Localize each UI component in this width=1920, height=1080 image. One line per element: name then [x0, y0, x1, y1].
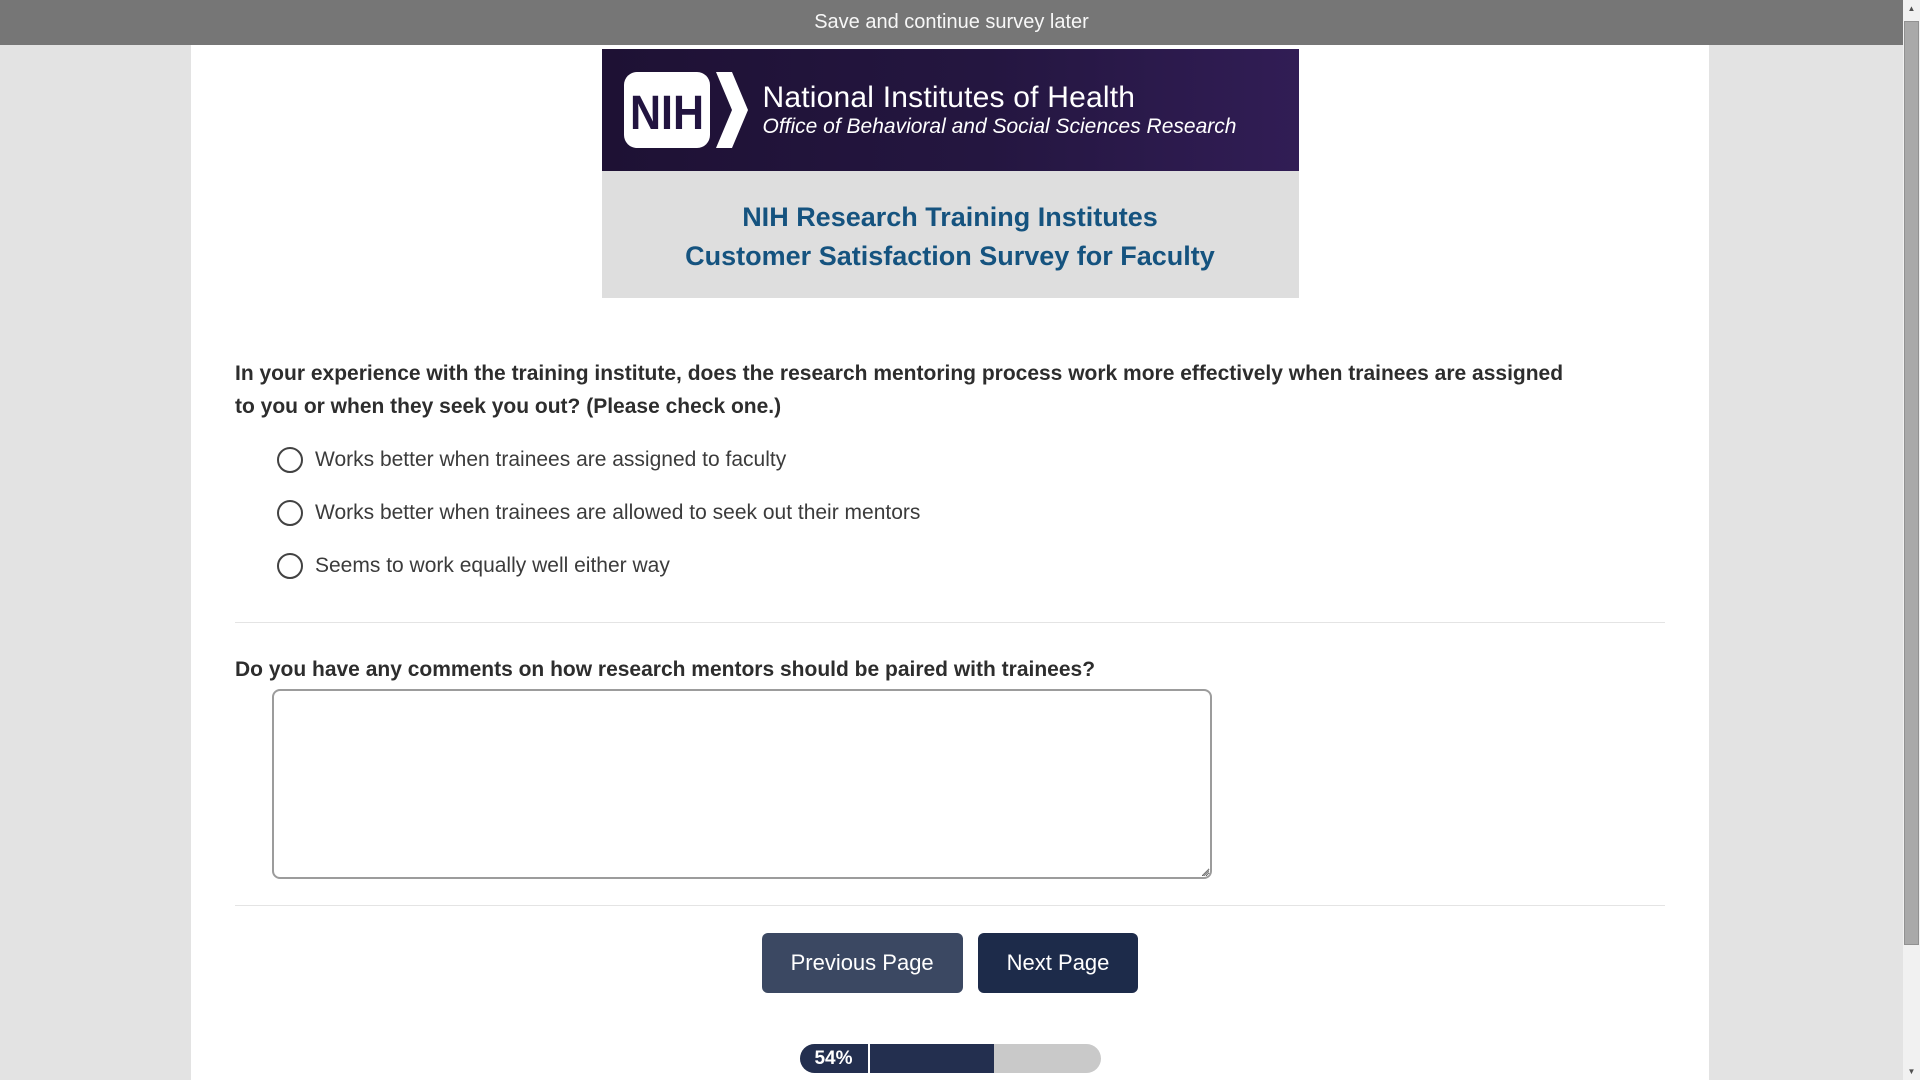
nih-logo-icon [624, 72, 750, 148]
section-divider [235, 622, 1665, 623]
radio-option-label: Works better when trainees are allowed to seek out their mentors [315, 501, 921, 524]
scrollbar-up-arrow-icon[interactable]: ▲ [1907, 4, 1916, 13]
comments-field-wrap [272, 689, 1212, 879]
radio-option-equally-well[interactable] [277, 553, 1665, 579]
banner-text [763, 81, 1237, 139]
radio-icon[interactable] [277, 553, 303, 579]
progress-bar [800, 1044, 1101, 1073]
survey-title-block [602, 171, 1299, 298]
question-mentoring-line2: to you or when they seek you out? (Please check one.) [235, 395, 782, 418]
scrollbar-thumb[interactable] [1904, 21, 1919, 945]
save-bar [0, 0, 1903, 45]
navigation-buttons [235, 933, 1665, 993]
survey-content [191, 357, 1709, 1073]
radio-option-seek-out[interactable] [277, 500, 1665, 526]
radio-icon[interactable] [277, 447, 303, 473]
progress-fill [870, 1044, 994, 1073]
survey-title-line2: Customer Satisfaction Survey for Faculty [685, 241, 1215, 271]
scrollbar-down-arrow-icon[interactable]: ▼ [1907, 1067, 1916, 1076]
nih-logo-text: NIH [629, 87, 704, 140]
question-mentoring-line1: In your experience with the training institute, does the research mentoring process work more effectively when trainees are assigned [235, 362, 1564, 385]
previous-page-button[interactable]: Previous Page [762, 933, 963, 993]
radio-option-label: Seems to work equally well either way [315, 554, 670, 577]
section-divider [235, 905, 1665, 906]
survey-title-line1: NIH Research Training Institutes [742, 202, 1158, 232]
radio-option-assigned[interactable] [277, 447, 1665, 473]
question-comments: Do you have any comments on how research mentors should be paired with trainees? [235, 658, 1096, 681]
radio-group [277, 447, 1665, 579]
next-page-button[interactable]: Next Page [978, 933, 1139, 993]
org-name: National Institutes of Health [762, 81, 1136, 114]
save-and-continue-link[interactable]: Save and continue survey later [814, 11, 1089, 33]
progress-row [235, 1044, 1665, 1073]
comments-textarea[interactable] [272, 689, 1212, 879]
nih-chevron-icon [716, 72, 748, 148]
progress-percent-badge: 54% [800, 1044, 870, 1073]
org-subtitle: Office of Behavioral and Social Sciences Research [762, 115, 1237, 138]
survey-header-image [602, 49, 1299, 298]
question-mentoring [235, 357, 1647, 423]
survey-card [191, 45, 1709, 1080]
radio-option-label: Works better when trainees are assigned to faculty [315, 448, 787, 471]
vertical-scrollbar [1903, 0, 1920, 1080]
nih-banner [602, 49, 1299, 171]
radio-icon[interactable] [277, 500, 303, 526]
